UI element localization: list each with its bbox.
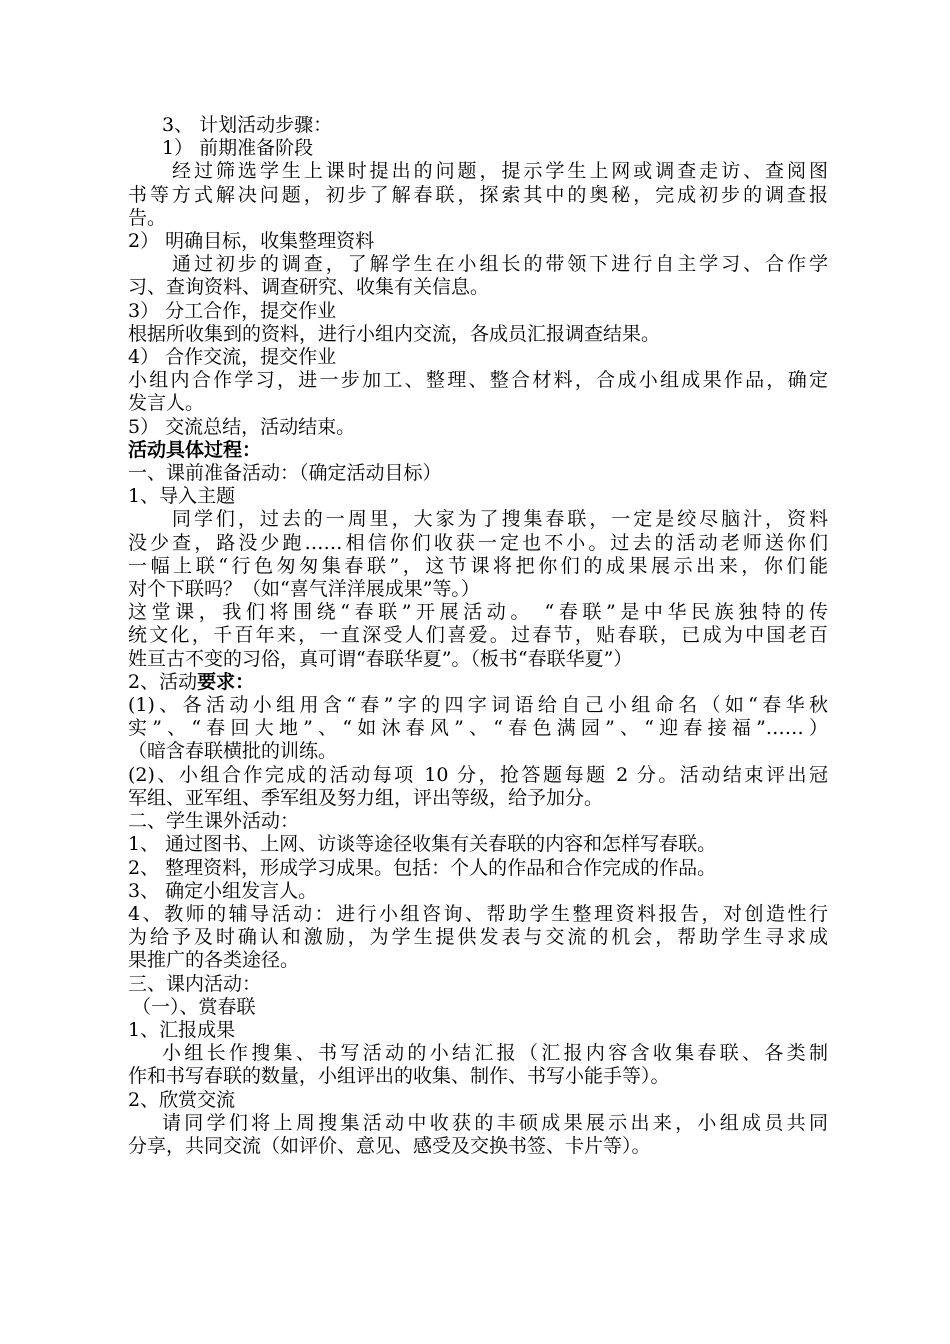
paragraph-line: 习、查询资料、调查研究、收集有关信息。	[128, 276, 490, 299]
document-page	[128, 114, 828, 1158]
heading-text: 2、活动	[128, 670, 198, 693]
paragraph-line: 告。	[128, 206, 167, 229]
paragraph-line: 发言人。	[128, 392, 205, 415]
paragraph-line: (1)、各活动小组用含“春”字的四字词语给自己小组命名（如“春华秋	[128, 694, 828, 717]
list-item: 1、 通过图书、上网、访谈等途径收集有关春联的内容和怎样写春联。	[128, 833, 717, 856]
list-item: 4、教师的辅导活动：进行小组咨询、帮助学生整理资料报告，对创造性行	[128, 902, 828, 925]
paragraph-line: 实”、“春回大地”、“如沐春风”、“春色满园”、“迎春接福”……）	[128, 717, 828, 740]
paragraph-line: 军组、亚军组、季军组及努力组，评出等级，给予加分。	[128, 786, 604, 809]
paragraph-line: 作和书写春联的数量，小组评出的收集、制作、书写小能手等）。	[128, 1065, 670, 1088]
paragraph-line: 果推广的各类途径。	[128, 949, 300, 972]
paragraph-line: 没少查，路没少跑……相信你们收获一定也不小。过去的活动老师送你们	[128, 531, 828, 554]
list-item: 2、 整理资料，形成学习成果。包括：个人的作品和合作完成的作品。	[128, 856, 717, 879]
subsection-heading: （一）、赏春联	[132, 995, 256, 1018]
paragraph-line: (2)、小组合作完成的活动每项 10 分，抢答题每题 2 分。活动结束评出冠	[128, 763, 828, 786]
paragraph-line: 通过初步的调查，了解学生在小组长的带领下进行自主学习、合作学	[172, 253, 828, 276]
step-heading: 3、 计划活动步骤：	[162, 114, 333, 136]
paragraph-line: 书等方式解决问题，初步了解春联，探索其中的奥秘，完成初步的调查报	[128, 183, 828, 206]
section-heading: 一、课前准备活动：（确定活动目标）	[128, 462, 442, 485]
paragraph-line: （暗含春联横批的训练。	[128, 740, 338, 763]
stage-heading: 2） 明确目标，收集整理资料	[128, 230, 375, 253]
stage-heading: 5） 交流总结，活动结束。	[128, 415, 356, 438]
paragraph-line: 小组内合作学习，进一步加工、整理、整合材料，合成小组成果作品，确定	[128, 369, 828, 392]
paragraph-line: 为给予及时确认和激励，为学生提供发表与交流的机会，帮助学生寻求成	[128, 926, 828, 949]
subsection-heading: 1、汇报成果	[128, 1018, 236, 1041]
paragraph-line: 根据所收集到的资料，进行小组内交流，各成员汇报调查结果。	[128, 322, 661, 345]
section-title: 活动具体过程：	[128, 438, 262, 461]
subsection-heading	[128, 671, 828, 694]
section-heading: 二、学生课外活动：	[128, 810, 300, 833]
section-heading: 三、课内活动：	[128, 972, 262, 995]
paragraph-line: 小组长作搜集、书写活动的小结汇报（汇报内容含收集春联、各类制	[162, 1042, 828, 1065]
paragraph-line: 请同学们将上周搜集活动中收获的丰硕成果展示出来，小组成员共同	[162, 1111, 828, 1134]
paragraph-line: 这堂课，我们将围绕“春联”开展活动。 “春联”是中华民族独特的传	[128, 601, 828, 624]
paragraph-line: 分享，共同交流（如评价、意见、感受及交换书签、卡片等）。	[128, 1134, 651, 1157]
paragraph-line: 姓亘古不变的习俗，真可谓“春联华夏”。（板书“春联华夏”）	[128, 647, 633, 670]
heading-emphasis: 要求：	[197, 670, 255, 693]
paragraph-line: 统文化，千百年来，一直深受人们喜爱。过春节，贴春联，已成为中国老百	[128, 624, 828, 647]
stage-heading: 4） 合作交流，提交作业	[128, 346, 337, 369]
stage-heading: 1） 前期准备阶段	[162, 137, 314, 160]
paragraph-line: 同学们，过去的一周里，大家为了搜集春联，一定是绞尽脑汁，资料	[172, 508, 828, 531]
stage-heading: 3） 分工合作，提交作业	[128, 299, 337, 322]
subsection-heading: 1、导入主题	[128, 485, 236, 508]
paragraph-line: 对个下联吗？（如“喜气洋洋展成果”等。）	[128, 578, 480, 601]
paragraph-line: 一幅上联“行色匆匆集春联”，这节课将把你们的成果展示出来，你们能	[128, 554, 828, 577]
list-item: 3、 确定小组发言人。	[128, 879, 318, 902]
subsection-heading: 2、欣赏交流	[128, 1088, 236, 1111]
paragraph-line: 经过筛选学生上课时提出的问题，提示学生上网或调查走访、查阅图	[172, 160, 828, 183]
